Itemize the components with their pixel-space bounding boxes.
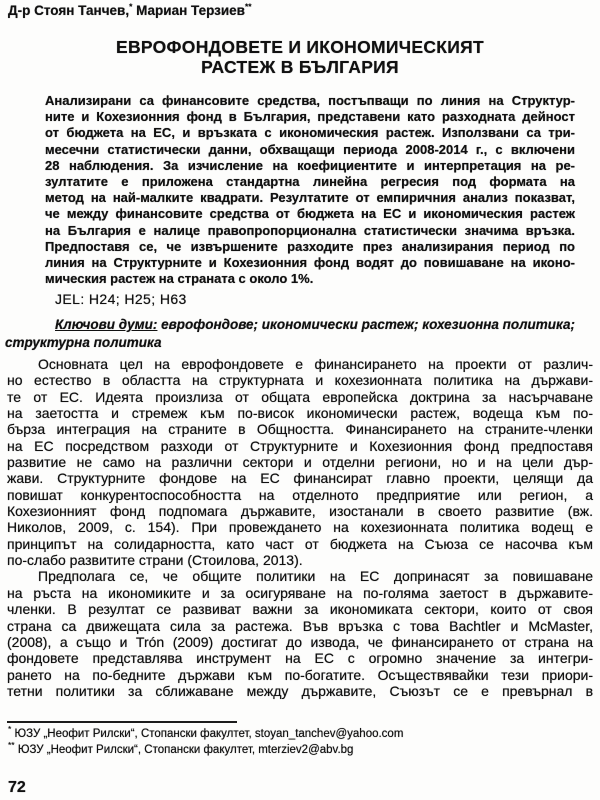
footnote-marker: ** (8, 739, 15, 750)
text-line: повишат конкурентоспособността на отделното предприятие или регион, а (7, 486, 593, 503)
text-line: Основната цел на еврофондовете е финансирането на проекти от различ- (38, 356, 593, 372)
text-line: на България е налице правопропорционална статистически значима връзка. (45, 222, 575, 238)
text-line: жави. Структурните фондове на ЕС финансират главно проекти, целящи да (7, 470, 593, 487)
text-line: метод на най-малките квадрати. Резултатите от емпиричния анализ показват, (45, 190, 575, 206)
text-line: Анализирани са финансовите средства, постъпващи по линия на Структур- (45, 93, 575, 108)
body-text (7, 356, 593, 699)
text-line: Николов, 2009, с. 154). При провеждането на кохезионната политика водещ е (7, 519, 593, 536)
text-line: мическия растеж на страната с около 1%. (45, 271, 314, 287)
footnotes (8, 724, 592, 758)
text-line: на ЕС посредством разходи от Структурните и Кохезионния фонд предпоставя (7, 437, 593, 454)
author-2-footnote-marker: ** (245, 1, 252, 12)
text-line: месечни статистически данни, обхващащи периода 2008-2014 г., с включени (45, 141, 575, 157)
text-line: ните и Кохезионния фонд в България, представени като разходната дейност (45, 109, 575, 125)
author-line (8, 3, 252, 18)
footnote (8, 739, 592, 759)
jel-codes: JEL: H24; H25; H63 (55, 291, 187, 307)
author-1: Д-р Стоян Танчев, (8, 3, 130, 18)
text-line: Кохезионният фонд подпомага държавите, изостанали в своето развитие (вж. (7, 503, 593, 520)
paper-title-line-1: ЕВРОФОНДОВЕТЕ И ИКОНОМИЧЕСКИЯТ (115, 37, 484, 57)
text-line: членки. В резултат се развиват важни за икономиката сектори, които от своя (7, 601, 593, 618)
page-number: 72 (8, 779, 26, 796)
text-line: на ръста на икономиките и за осигуряване на по-голяма заетост в държавите- (7, 584, 593, 601)
text-line: че между финансовите средства от бюджета на ЕС и икономическия растеж (45, 206, 575, 222)
keywords-label: Ключови думи: (55, 317, 158, 332)
paragraph (7, 356, 593, 568)
text-line: Предполага се, че общите политики на ЕС допринасят за повишаване (38, 568, 593, 585)
footnote (8, 724, 592, 743)
text-line: линия на Структурните и Кохезионния фонд водят до повишаване на иконо- (45, 255, 575, 271)
text-line: 28 наблюдения. За изчисление на коефициентите и интерпретация на ре- (45, 157, 575, 173)
keywords-line-2: структурна политика (5, 334, 162, 350)
footnote-marker: * (8, 724, 12, 735)
text-line: принципът на солидарността, като част от бюджета на Съюза се насочва към (7, 535, 593, 552)
footnote-text: ЮЗУ „Неофит Рилски“, Стопански факултет, mterziev2@abv.bg (14, 743, 354, 756)
text-line: Предпоставя се, че извършените разходите през анализирания период по (45, 238, 575, 254)
text-line: (2008), а също и Trón (2009) достигат до извода, че финансирането от страна на (7, 633, 593, 650)
text-line: развитие не само на различни сектори и отделни региони, но и на цели дър- (7, 454, 593, 471)
text-line: тетни политики за сближаване между държавите, Съюзът се е превърнал в (7, 682, 593, 699)
text-line: зултатите е приложена стандартна линейна регресия под формата на (45, 174, 575, 190)
footnote-separator (7, 721, 237, 723)
text-line: фондовете представлява инструмент на ЕС с огромно значение за интегри- (7, 650, 593, 667)
text-line: бърза интеграция на страните в Общността. Финансирането на страните-членки (7, 421, 593, 438)
abstract (45, 93, 575, 287)
keywords-line-1 (5, 316, 597, 334)
text-line: от бюджета на ЕС, и връзката с икономическия растеж. Използвани са три- (45, 125, 575, 141)
text-line: на заетостта и стремеж към по-висок икономически растеж, водеща към по- (7, 405, 593, 422)
keywords (5, 316, 597, 351)
author-2: Мариан Терзиев (132, 3, 245, 18)
text-line: страна са движещата сила за растежа. Във връзка с това Bachtler и McMaster, (7, 617, 593, 634)
footnote-text: ЮЗУ „Неофит Рилски“, Стопански факултет, stoyan_tanchev@yahoo.com (11, 728, 404, 740)
text-line: но естество в областта на структурната и кохезионната политика на държави- (7, 372, 593, 389)
text-line: рането на по-бедните държави към по-богатите. Осъществявайки тези приори- (7, 666, 593, 683)
paragraph (7, 568, 593, 699)
author-1-footnote-marker: * (129, 1, 133, 12)
text-line: те от ЕС. Идеята произлиза от общата европейска доктрина за насърчаване (7, 388, 593, 405)
paper-title (0, 37, 600, 77)
paper-title-line-2: РАСТЕЖ В БЪЛГАРИЯ (201, 57, 399, 77)
text-line: по-слабо развитите страни (Стоилова, 2013). (7, 552, 303, 569)
keywords-list: еврофондове; икономически растеж; кохезионна политика; (157, 317, 576, 332)
